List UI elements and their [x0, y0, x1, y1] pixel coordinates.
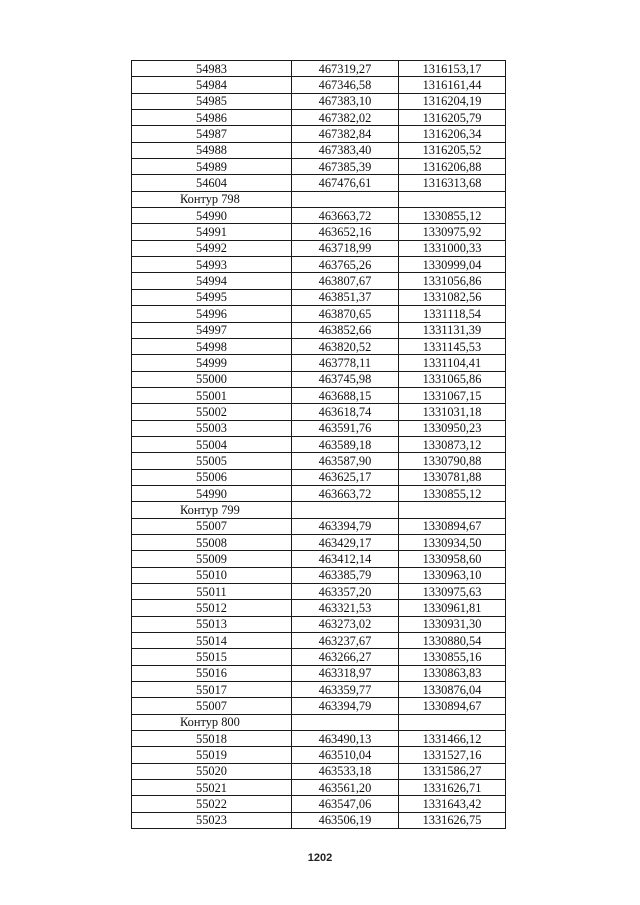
table-row [132, 534, 506, 550]
table-row [132, 355, 506, 371]
y-coordinate-cell: 1316153,17 [399, 61, 506, 77]
x-coordinate-cell: 463490,13 [292, 731, 399, 747]
y-coordinate-cell: 1331065,86 [399, 371, 506, 387]
table-row [132, 289, 506, 305]
x-coordinate-cell: 463589,18 [292, 436, 399, 452]
point-number-cell: 55020 [132, 763, 292, 779]
y-coordinate-cell: 1330894,67 [399, 518, 506, 534]
y-coordinate-cell: 1316313,68 [399, 175, 506, 191]
x-coordinate-cell: 463359,77 [292, 682, 399, 698]
y-coordinate-cell: 1316161,44 [399, 77, 506, 93]
y-coordinate-cell: 1331000,33 [399, 240, 506, 256]
y-coordinate-cell: 1330880,54 [399, 633, 506, 649]
x-coordinate-cell: 463357,20 [292, 584, 399, 600]
table-row [132, 61, 506, 77]
table-row [132, 812, 506, 828]
point-number-cell: 55013 [132, 616, 292, 632]
table-row [132, 110, 506, 126]
y-coordinate-cell: 1331626,71 [399, 780, 506, 796]
point-number-cell: 55022 [132, 796, 292, 812]
table-row [132, 649, 506, 665]
point-number-cell: 54987 [132, 126, 292, 142]
point-number-cell: 55010 [132, 567, 292, 583]
table-row [132, 567, 506, 583]
x-coordinate-cell: 463506,19 [292, 812, 399, 828]
point-number-cell: 55019 [132, 747, 292, 763]
x-coordinate-cell: 467383,40 [292, 142, 399, 158]
point-number-cell: 55000 [132, 371, 292, 387]
x-coordinate-cell: 463591,76 [292, 420, 399, 436]
y-coordinate-cell: 1330790,88 [399, 453, 506, 469]
table-row [132, 616, 506, 632]
x-coordinate-cell: 463318,97 [292, 665, 399, 681]
table-row [132, 518, 506, 534]
point-number-cell: 55001 [132, 387, 292, 403]
x-coordinate-cell: 463587,90 [292, 453, 399, 469]
point-number-cell: 55021 [132, 780, 292, 796]
y-coordinate-cell: 1331131,39 [399, 322, 506, 338]
x-coordinate-cell: 463625,17 [292, 469, 399, 485]
y-coordinate-cell: 1331067,15 [399, 387, 506, 403]
y-coordinate-cell: 1331527,16 [399, 747, 506, 763]
x-coordinate-cell: 463533,18 [292, 763, 399, 779]
point-number-cell: 54999 [132, 355, 292, 371]
table-row [132, 77, 506, 93]
y-coordinate-cell: 1330961,81 [399, 600, 506, 616]
point-number-cell: 54984 [132, 77, 292, 93]
table-row [132, 273, 506, 289]
contour-label: Контур 799 [132, 502, 292, 518]
y-coordinate-cell: 1330975,63 [399, 584, 506, 600]
x-coordinate-cell: 463273,02 [292, 616, 399, 632]
point-number-cell: 55016 [132, 665, 292, 681]
y-coordinate-cell: 1330863,83 [399, 665, 506, 681]
x-coordinate-cell: 467476,61 [292, 175, 399, 191]
y-coordinate-cell: 1330999,04 [399, 257, 506, 273]
point-number-cell: 55009 [132, 551, 292, 567]
point-number-cell: 55018 [132, 731, 292, 747]
y-coordinate-cell: 1331118,54 [399, 306, 506, 322]
point-number-cell: 54998 [132, 338, 292, 354]
y-coordinate-cell: 1330931,30 [399, 616, 506, 632]
table-row [132, 682, 506, 698]
y-coordinate-cell: 1316204,19 [399, 93, 506, 109]
contour-label: Контур 798 [132, 191, 292, 207]
point-number-cell: 55012 [132, 600, 292, 616]
x-coordinate-cell: 463237,67 [292, 633, 399, 649]
point-number-cell: 55006 [132, 469, 292, 485]
table-row [132, 633, 506, 649]
x-coordinate-cell: 463765,26 [292, 257, 399, 273]
point-number-cell: 55008 [132, 534, 292, 550]
y-coordinate-cell: 1331145,53 [399, 338, 506, 354]
table-row [132, 747, 506, 763]
point-number-cell: 54989 [132, 159, 292, 175]
y-coordinate-cell: 1330781,88 [399, 469, 506, 485]
point-number-cell: 55014 [132, 633, 292, 649]
point-number-cell: 54988 [132, 142, 292, 158]
y-coordinate-cell: 1330876,04 [399, 682, 506, 698]
point-number-cell: 55007 [132, 518, 292, 534]
y-coordinate-cell: 1331466,12 [399, 731, 506, 747]
x-coordinate-cell: 463412,14 [292, 551, 399, 567]
x-coordinate-cell: 463510,04 [292, 747, 399, 763]
x-coordinate-cell: 463266,27 [292, 649, 399, 665]
y-coordinate-cell: 1330855,12 [399, 208, 506, 224]
x-coordinate-cell: 463820,52 [292, 338, 399, 354]
table-row [132, 453, 506, 469]
coordinates-table-body [132, 61, 506, 829]
y-coordinate-cell: 1330855,12 [399, 485, 506, 501]
y-coordinate-cell: 1330958,60 [399, 551, 506, 567]
table-row [132, 338, 506, 354]
table-row [132, 306, 506, 322]
x-coordinate-cell: 463852,66 [292, 322, 399, 338]
point-number-cell: 55023 [132, 812, 292, 828]
table-row [132, 126, 506, 142]
y-coordinate-cell: 1331031,18 [399, 404, 506, 420]
empty-cell [292, 502, 399, 518]
point-number-cell: 55002 [132, 404, 292, 420]
table-row [132, 780, 506, 796]
y-coordinate-cell: 1316205,79 [399, 110, 506, 126]
x-coordinate-cell: 463652,16 [292, 224, 399, 240]
contour-header-row [132, 502, 506, 518]
x-coordinate-cell: 463870,65 [292, 306, 399, 322]
empty-cell [292, 714, 399, 730]
x-coordinate-cell: 463663,72 [292, 485, 399, 501]
y-coordinate-cell: 1316205,52 [399, 142, 506, 158]
x-coordinate-cell: 463851,37 [292, 289, 399, 305]
x-coordinate-cell: 463807,67 [292, 273, 399, 289]
point-number-cell: 54604 [132, 175, 292, 191]
table-row [132, 600, 506, 616]
x-coordinate-cell: 463778,11 [292, 355, 399, 371]
y-coordinate-cell: 1331643,42 [399, 796, 506, 812]
y-coordinate-cell: 1330894,67 [399, 698, 506, 714]
point-number-cell: 54985 [132, 93, 292, 109]
x-coordinate-cell: 467346,58 [292, 77, 399, 93]
point-number-cell: 55015 [132, 649, 292, 665]
table-row [132, 159, 506, 175]
coordinates-table [131, 60, 506, 829]
point-number-cell: 54992 [132, 240, 292, 256]
x-coordinate-cell: 463718,99 [292, 240, 399, 256]
point-number-cell: 55004 [132, 436, 292, 452]
x-coordinate-cell: 467382,02 [292, 110, 399, 126]
y-coordinate-cell: 1316206,34 [399, 126, 506, 142]
point-number-cell: 54983 [132, 61, 292, 77]
y-coordinate-cell: 1330963,10 [399, 567, 506, 583]
point-number-cell: 54990 [132, 208, 292, 224]
point-number-cell: 55017 [132, 682, 292, 698]
point-number-cell: 54997 [132, 322, 292, 338]
table-row [132, 698, 506, 714]
y-coordinate-cell: 1331104,41 [399, 355, 506, 371]
point-number-cell: 55007 [132, 698, 292, 714]
point-number-cell: 54995 [132, 289, 292, 305]
table-row [132, 469, 506, 485]
table-row [132, 257, 506, 273]
table-row [132, 371, 506, 387]
table-row [132, 420, 506, 436]
x-coordinate-cell: 463429,17 [292, 534, 399, 550]
table-row [132, 142, 506, 158]
x-coordinate-cell: 463745,98 [292, 371, 399, 387]
x-coordinate-cell: 467385,39 [292, 159, 399, 175]
x-coordinate-cell: 463385,79 [292, 567, 399, 583]
empty-cell [292, 191, 399, 207]
table-row [132, 665, 506, 681]
x-coordinate-cell: 463394,79 [292, 518, 399, 534]
table-row [132, 731, 506, 747]
point-number-cell: 54991 [132, 224, 292, 240]
y-coordinate-cell: 1330934,50 [399, 534, 506, 550]
x-coordinate-cell: 463618,74 [292, 404, 399, 420]
page-number: 1202 [307, 852, 333, 864]
point-number-cell: 55005 [132, 453, 292, 469]
y-coordinate-cell: 1330855,16 [399, 649, 506, 665]
point-number-cell: 54993 [132, 257, 292, 273]
y-coordinate-cell: 1331586,27 [399, 763, 506, 779]
empty-cell [399, 714, 506, 730]
x-coordinate-cell: 463688,15 [292, 387, 399, 403]
x-coordinate-cell: 463561,20 [292, 780, 399, 796]
table-row [132, 93, 506, 109]
table-row [132, 584, 506, 600]
table-row [132, 224, 506, 240]
table-row [132, 240, 506, 256]
table-row [132, 485, 506, 501]
y-coordinate-cell: 1330873,12 [399, 436, 506, 452]
table-row [132, 387, 506, 403]
point-number-cell: 54986 [132, 110, 292, 126]
x-coordinate-cell: 463394,79 [292, 698, 399, 714]
y-coordinate-cell: 1330975,92 [399, 224, 506, 240]
y-coordinate-cell: 1331626,75 [399, 812, 506, 828]
table-row [132, 796, 506, 812]
contour-label: Контур 800 [132, 714, 292, 730]
table-row [132, 763, 506, 779]
point-number-cell: 55011 [132, 584, 292, 600]
x-coordinate-cell: 463663,72 [292, 208, 399, 224]
table-row [132, 175, 506, 191]
x-coordinate-cell: 467383,10 [292, 93, 399, 109]
y-coordinate-cell: 1331056,86 [399, 273, 506, 289]
x-coordinate-cell: 467319,27 [292, 61, 399, 77]
empty-cell [399, 502, 506, 518]
table-row [132, 208, 506, 224]
x-coordinate-cell: 463547,06 [292, 796, 399, 812]
table-row [132, 436, 506, 452]
table-row [132, 322, 506, 338]
point-number-cell: 54990 [132, 485, 292, 501]
y-coordinate-cell: 1331082,56 [399, 289, 506, 305]
empty-cell [399, 191, 506, 207]
table-row [132, 551, 506, 567]
contour-header-row [132, 191, 506, 207]
y-coordinate-cell: 1330950,23 [399, 420, 506, 436]
point-number-cell: 55003 [132, 420, 292, 436]
y-coordinate-cell: 1316206,88 [399, 159, 506, 175]
point-number-cell: 54994 [132, 273, 292, 289]
x-coordinate-cell: 463321,53 [292, 600, 399, 616]
contour-header-row [132, 714, 506, 730]
table-row [132, 404, 506, 420]
point-number-cell: 54996 [132, 306, 292, 322]
x-coordinate-cell: 467382,84 [292, 126, 399, 142]
